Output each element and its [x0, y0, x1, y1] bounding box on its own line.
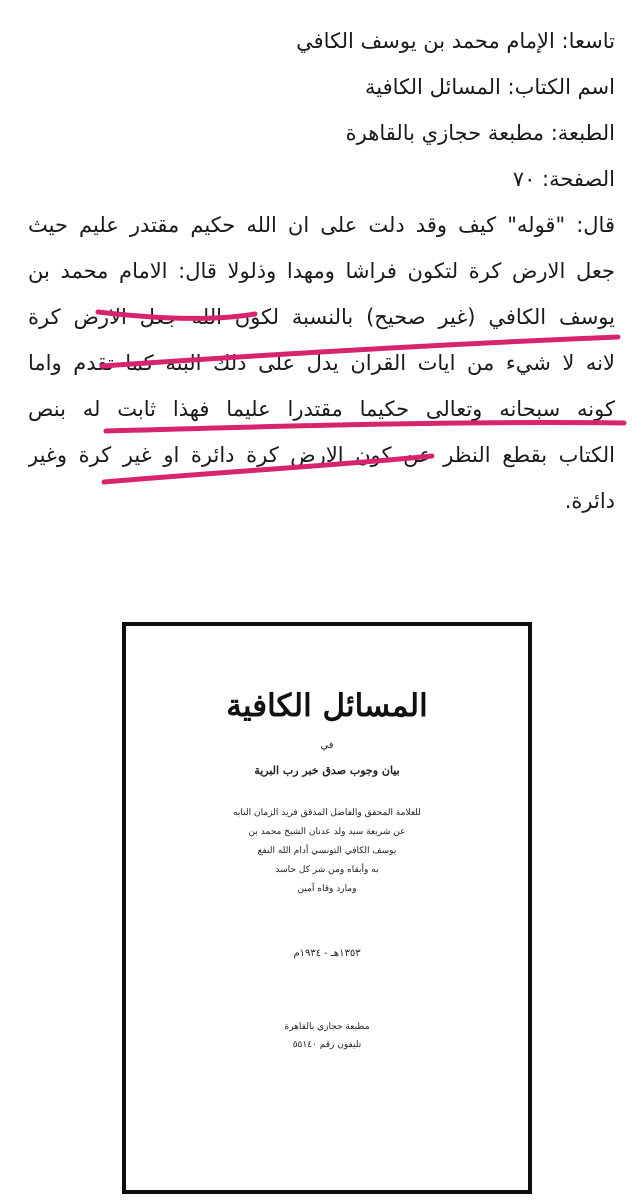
cover-preposition: في	[320, 740, 334, 751]
cover-author-line: به وأبقاه ومن شر كل حاسد	[275, 865, 379, 875]
cover-author-line: ومارد وقاه آمين	[297, 884, 357, 894]
book-name-line: اسم الكتاب: المسائل الكافية	[365, 75, 615, 99]
page-number-line: الصفحة: ٧٠	[512, 167, 615, 191]
book-cover-image	[122, 622, 532, 1194]
quote-line: جعل الارض كرة لتكون فراشا ومهدا وذلولا قال: الامام محمد بن	[28, 259, 615, 283]
cover-publisher-line: مطبعة حجازي بالقاهرة	[284, 1022, 370, 1032]
quote-line: كونه سبحانه وتعالى حكيما مقتدرا عليما فهذا ثابت له بنص	[28, 397, 615, 421]
cover-author-line: يوسف الكافي التونسي أدام الله النفع	[257, 846, 397, 856]
cover-author-line: عن شريعة سيد ولد عدنان الشيخ محمد بن	[248, 827, 406, 837]
cover-phone-line: تليفون رقم ٥٥١٤٠	[292, 1040, 362, 1050]
quote-line: دائرة.	[564, 489, 615, 513]
article-text	[28, 18, 615, 524]
cover-author-line: للعلامة المحقق والفاضل المدقق فريد الزمان النابه	[233, 808, 421, 818]
cover-date: ١٣٥٣هـ - ١٩٣٤م	[293, 948, 361, 959]
edition-line: الطبعة: مطبعة حجازي بالقاهرة	[345, 121, 615, 145]
quote-line: يوسف الكافي (غير صحيح) بالنسبة لكون الله جعل الارض كرة	[28, 305, 615, 329]
cover-title: المسائل الكافية	[226, 688, 428, 724]
quote-line: قال: "قوله" كيف وقد دلت على ان الله حكيم مقتدر عليم حيث	[28, 213, 615, 237]
quote-paragraph	[28, 202, 615, 524]
cover-author-block	[196, 804, 458, 899]
cover-publisher-block	[126, 1018, 528, 1054]
author-heading: تاسعا: الإمام محمد بن يوسف الكافي	[296, 29, 615, 53]
cover-subtitle: بيان وجوب صدق خبر رب البرية	[254, 764, 400, 777]
quote-line: الكتاب بقطع النظر عن كون الارض كرة دائرة او غير كرة وغير	[28, 443, 615, 467]
quote-line: لانه لا شيء من ايات القران يدل على ذلك البتة كما تقدم واما	[28, 351, 615, 375]
